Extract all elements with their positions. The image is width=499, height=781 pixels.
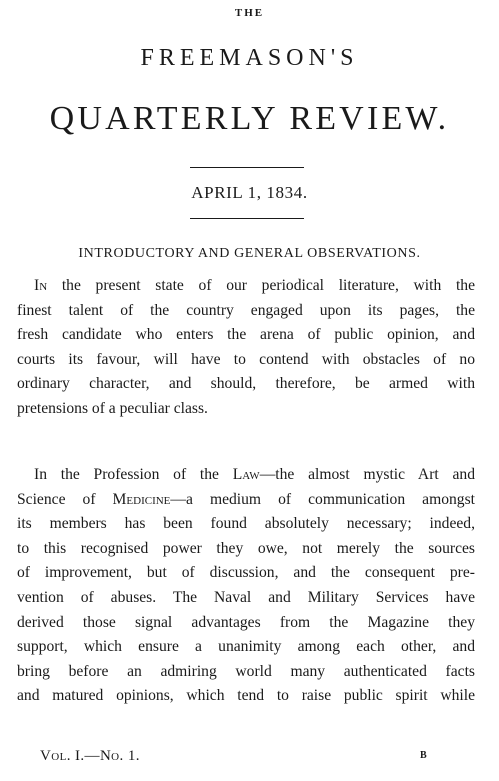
volume-number: Vol. I.—No. 1. <box>40 748 140 764</box>
paragraph-1-line: In the present state of our periodical literature, with the <box>34 277 475 294</box>
paragraph-1-line: fresh candidate who enters the arena of public opinion, and <box>17 326 475 344</box>
title-freemasons: FREEMASON'S <box>140 45 359 71</box>
paragraph-1-line: pretensions of a peculiar class. <box>17 399 208 417</box>
paragraph-2 <box>17 463 475 709</box>
small-caps-medicine: Medicine <box>112 490 171 508</box>
paragraph-2-line: of improvement, but of discussion, and the consequent pre- <box>17 564 475 582</box>
paragraph-1 <box>17 274 475 422</box>
paragraph-2-line: its members has been found absolutely necessary; indeed, <box>17 515 475 533</box>
paragraph-2-line: and matured opinions, which tend to raise public spirit while <box>17 687 475 705</box>
rule-above-date <box>190 167 304 168</box>
paragraph-2-line: Science of Medicine—a medium of communication amongst <box>17 490 475 508</box>
section-title: INTRODUCTORY AND GENERAL OBSERVATIONS. <box>78 246 421 261</box>
paragraph-2-line: to this recognised power they owe, not merely the sources <box>17 539 475 557</box>
issue-date: APRIL 1, 1834. <box>191 183 308 202</box>
paragraph-2-line: vention of abuses. The Naval and Military Services have <box>17 588 475 606</box>
paragraph-1-line: finest talent of the country engaged upon its pages, the <box>17 301 475 319</box>
title-quarterly-review: QUARTERLY REVIEW. <box>49 100 450 137</box>
paragraph-2-line: derived those signal advantages from the Magazine they <box>17 613 475 631</box>
lead-small-caps: In <box>34 277 48 294</box>
header-the: THE <box>234 7 265 19</box>
paragraph-1-line: courts its favour, will have to contend with obstacles of no <box>17 350 475 368</box>
paragraph-2-line: bring before an admiring world many authenticated facts <box>17 662 475 680</box>
paragraph-1-line: ordinary character, and should, therefore, be armed with <box>17 375 475 393</box>
paragraph-2-line: support, which ensure a unanimity among each other, and <box>17 638 475 656</box>
paragraph-2-line: In the Profession of the Law—the almost mystic Art and <box>34 466 475 483</box>
signature-mark: B <box>420 750 427 761</box>
rule-below-date <box>190 218 304 219</box>
small-caps-law: Law <box>232 466 260 483</box>
